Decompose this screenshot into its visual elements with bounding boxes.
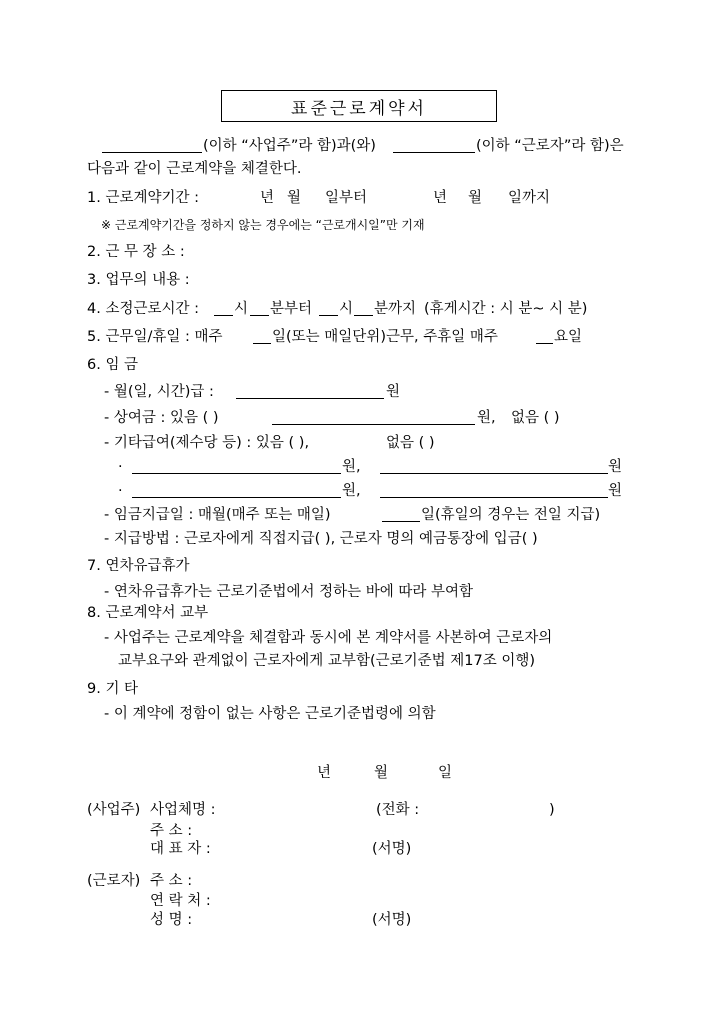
- s1-day1: 일부터: [325, 190, 368, 206]
- s6-other-bullet-1: ·: [118, 459, 123, 475]
- s4-break-time: (휴게시간 : 시 분~ 시 분): [424, 301, 588, 317]
- s6-other-item-1-right-unit: 원: [608, 459, 623, 475]
- s6-wage-blank[interactable]: [236, 384, 384, 399]
- s4-hour-unit-2: 시: [339, 301, 354, 317]
- s6-other-label: - 기타급여(제수당 등) : 있음 ( ),: [104, 435, 310, 451]
- s1-year1: 년: [260, 190, 275, 206]
- s6-wage-label: - 월(일, 시간)급 :: [104, 384, 214, 400]
- employer-signature[interactable]: (서명): [372, 841, 412, 857]
- intro-worker-suffix: (이하 “근로자”라 함)은: [476, 138, 624, 154]
- worker-address-label: 주 소 :: [150, 873, 193, 889]
- date-year: 년: [317, 765, 332, 781]
- s1-label: 1. 근로계약기간 :: [87, 190, 199, 206]
- s6-other-none: 없음 ( ): [386, 435, 435, 451]
- s1-month1: 월: [287, 190, 302, 206]
- s4-min-from: 분부터: [270, 301, 313, 317]
- s6-bonus-blank[interactable]: [272, 410, 475, 425]
- s4-label: 4. 소정근로시간 :: [87, 301, 199, 317]
- s4-min-to: 분까지: [374, 301, 417, 317]
- s6-other-item-2-left-blank[interactable]: [132, 483, 341, 498]
- date-day: 일: [438, 765, 453, 781]
- s2-label: 2. 근 무 장 소 :: [87, 244, 185, 260]
- s6-other-item-1-left-unit: 원,: [342, 459, 361, 475]
- s7-line: - 연차유급휴가는 근로기준법에서 정하는 바에 따라 부여함: [104, 584, 474, 600]
- s6-other-item-2-right-blank[interactable]: [380, 483, 608, 498]
- s9-label: 9. 기 타: [87, 681, 139, 697]
- s8-label: 8. 근로계약서 교부: [87, 605, 209, 621]
- s4-min-end-blank[interactable]: [354, 301, 373, 316]
- s3-label: 3. 업무의 내용 :: [87, 272, 190, 288]
- date-month: 월: [374, 765, 389, 781]
- employer-rep-label: 대 표 자 :: [150, 841, 211, 857]
- s6-payday-label: - 임금지급일 : 매월(매주 또는 매일): [104, 507, 331, 523]
- worker-signature[interactable]: (서명): [372, 912, 412, 928]
- intro-line-2: 다음과 같이 근로계약을 체결한다.: [87, 161, 302, 177]
- s1-note: ※ 근로계약기간을 정하지 않는 경우에는 “근로개시일”만 기재: [101, 218, 425, 232]
- s6-other-item-2-left-unit: 원,: [342, 483, 361, 499]
- worker-role: (근로자): [87, 873, 141, 889]
- s6-other-item-1-right-blank[interactable]: [380, 459, 608, 474]
- s7-label: 7. 연차유급휴가: [87, 558, 190, 574]
- s6-other-item-2-right-unit: 원: [608, 483, 623, 499]
- s6-payday-blank[interactable]: [382, 507, 420, 522]
- s5-text: 일(또는 매일단위)근무, 주휴일 매주: [272, 329, 498, 345]
- s9-line: - 이 계약에 정함이 없는 사항은 근로기준법령에 의함: [104, 706, 436, 722]
- s6-other-item-1-left-blank[interactable]: [132, 459, 341, 474]
- employer-phone-close: ): [549, 802, 555, 818]
- document-title: 표준근로계약서: [221, 90, 497, 122]
- s6-payday-suffix: 일(휴일의 경우는 전일 지급): [421, 507, 601, 523]
- worker-contact-label: 연 락 처 :: [150, 893, 211, 909]
- s6-label: 6. 임 금: [87, 357, 139, 373]
- s6-wage-unit: 원: [386, 384, 401, 400]
- s4-min-start-blank[interactable]: [250, 301, 269, 316]
- s1-month2: 월: [468, 190, 483, 206]
- s5-days-blank[interactable]: [253, 329, 271, 344]
- s5-label: 5. 근무일/휴일 : 매주: [87, 329, 223, 345]
- employer-address-label: 주 소 :: [150, 823, 193, 839]
- s6-bonus-none: 없음 ( ): [511, 410, 560, 426]
- s6-bonus-unit: 원,: [477, 410, 496, 426]
- s1-year2: 년: [433, 190, 448, 206]
- worker-name-label: 성 명 :: [150, 912, 193, 928]
- employer-company-label: 사업체명 :: [150, 802, 216, 818]
- employer-role: (사업주): [87, 802, 141, 818]
- s4-hour-unit: 시: [234, 301, 249, 317]
- s6-payment-method: - 지급방법 : 근로자에게 직접지급( ), 근로자 명의 예금통장에 입금( ): [104, 531, 538, 547]
- s8-line-1: - 사업주는 근로계약을 체결함과 동시에 본 계약서를 사본하여 근로자의: [104, 630, 553, 646]
- s5-weekday-unit: 요일: [554, 329, 583, 345]
- s1-day2: 일까지: [508, 190, 551, 206]
- s8-line-2: 교부요구와 관계없이 근로자에게 교부함(근로기준법 제17조 이행): [118, 653, 535, 669]
- s4-hour-start-blank[interactable]: [214, 301, 233, 316]
- s5-weekday-blank[interactable]: [536, 329, 553, 344]
- s6-other-bullet-2: ·: [118, 483, 123, 499]
- s4-hour-end-blank[interactable]: [319, 301, 338, 316]
- worker-name-blank[interactable]: [393, 138, 475, 153]
- intro-employer-suffix: (이하 “사업주”라 함)과(와): [203, 138, 376, 154]
- employer-phone-label: (전화 :: [376, 802, 420, 818]
- employer-name-blank[interactable]: [102, 138, 202, 153]
- s6-bonus-label: - 상여금 : 있음 ( ): [104, 410, 219, 426]
